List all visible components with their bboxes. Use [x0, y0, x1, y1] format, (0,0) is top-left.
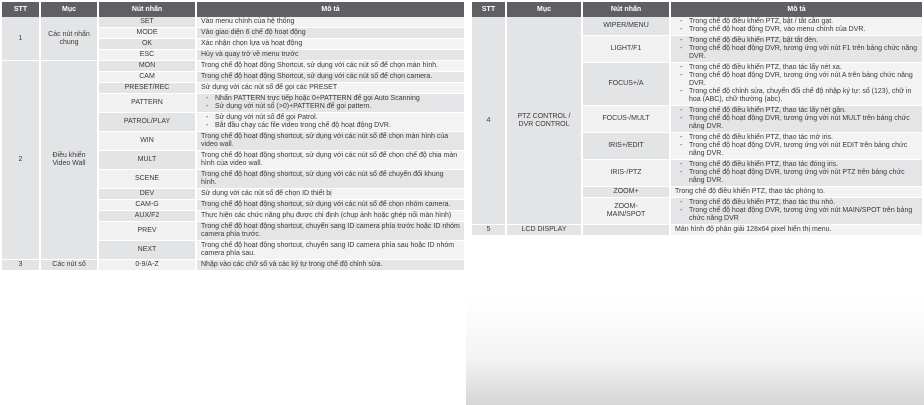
cell-stt: 4 — [472, 17, 506, 225]
cell-button-name: AUX/F2 — [98, 211, 196, 222]
description-item: - Trong chế độ hoạt động DVR, tương ứng với nút A trên bảng chức năng DVR. — [689, 72, 918, 88]
cell-button-name: NEXT — [98, 241, 196, 260]
cell-button-name: SCENE — [98, 170, 196, 189]
description-item: - Trong chế độ điều khiển PTZ, thao tác đóng iris. — [689, 161, 918, 169]
cell-description: Trong chế độ điều khiển PTZ, thao tác phóng to. — [670, 187, 922, 198]
cell-description: Trong chế độ hoạt động shortcut, chuyển sang ID camera phía sau hoặc ID nhóm camera phía sau. — [196, 241, 464, 260]
description-item: - Sử dụng với nút số (>0)+PATTERN để gọi pattern. — [215, 103, 460, 111]
cell-category: Các nút số — [40, 260, 98, 271]
cell-button-name: CAM-G — [98, 200, 196, 211]
cell-description: Sử dụng với các nút số để gọi các PRESET — [196, 83, 464, 94]
cell-button-name: PREV — [98, 222, 196, 241]
table-row — [472, 17, 922, 36]
description-item: - Trong chế độ hoạt động DVR, tương ứng với nút MAIN/SPOT trên bảng chức năng DVR — [689, 207, 918, 223]
cell-category: Các nút nhấn chung — [40, 17, 98, 61]
cell-description: Màn hình độ phân giải 128x64 pixel hiển thị menu. — [670, 225, 922, 236]
description-item: - Trong chế độ điều khiển PTZ, bật / tắt cần gạt. — [689, 18, 918, 26]
header-row — [472, 2, 922, 17]
cell-button-name: PATTERN — [98, 94, 196, 113]
cell-description: Trong chế độ hoạt động shortcut, sử dụng với các nút số để chọn màn hình của video wall. — [196, 132, 464, 151]
cell-stt: 2 — [2, 61, 40, 260]
cell-description: Trong chế độ hoạt động shortcut, sử dụng với các nút số để chọn chế độ chia màn hình của video wall. — [196, 151, 464, 170]
cell-description — [670, 63, 922, 106]
table-row — [472, 225, 922, 236]
header-nut-nhan: Nút nhấn — [98, 2, 196, 17]
cell-description — [670, 106, 922, 133]
description-item: - Trong chế độ hoạt động DVR, vào menu chính của DVR. — [689, 26, 918, 34]
page-shadow — [466, 298, 924, 405]
cell-description: Hủy và quay trở về menu trước — [196, 50, 464, 61]
description-list — [675, 18, 918, 34]
table-row — [2, 17, 464, 28]
cell-description: Trong chế độ hoạt động Shortcut, sử dụng với các nút số để chọn camera. — [196, 72, 464, 83]
cell-button-name: WIN — [98, 132, 196, 151]
description-item: - Nhấn PATTERN trực tiếp hoặc 0+PATTERN để gọi Auto Scanning — [215, 95, 460, 103]
cell-button-name: ESC — [98, 50, 196, 61]
description-item: - Trong chế độ điều khiển PTZ, thao tác mở iris. — [689, 134, 918, 142]
cell-button-name: IRIS+/EDIT — [582, 133, 670, 160]
cell-description — [196, 113, 464, 132]
cell-button-name: DEV — [98, 189, 196, 200]
cell-category: Điều khiển Video Wall — [40, 61, 98, 260]
cell-button-name: MON — [98, 61, 196, 72]
cell-button-name: LIGHT/F1 — [582, 36, 670, 63]
cell-button-name: SET — [98, 17, 196, 28]
cell-button-name: PATROL/PLAY — [98, 113, 196, 132]
cell-description — [196, 94, 464, 113]
cell-button-name: IRIS-/PTZ — [582, 160, 670, 187]
cell-category: LCD DISPLAY — [506, 225, 582, 236]
header-stt: STT — [472, 2, 506, 17]
header-mo-ta: Mô tả — [670, 2, 922, 17]
cell-description — [670, 198, 922, 225]
header-stt: STT — [2, 2, 40, 17]
cell-button-name: OK — [98, 39, 196, 50]
cell-button-name: FOCUS-/MULT — [582, 106, 670, 133]
cell-description: Vào menu chính của hệ thống — [196, 17, 464, 28]
left-table-body — [2, 17, 464, 271]
cell-button-name: MULT — [98, 151, 196, 170]
table-row — [2, 260, 464, 271]
description-item: - Trong chế độ điều khiển PTZ, bật tắt đèn. — [689, 37, 918, 45]
description-list — [675, 107, 918, 131]
cell-description — [670, 133, 922, 160]
cell-stt: 1 — [2, 17, 40, 61]
description-item: - Trong chế độ hoạt động DVR, tương ứng với nút F1 trên bảng chức năng DVR. — [689, 45, 918, 61]
header-row — [2, 2, 464, 17]
description-item: - Trong chế độ điều khiển PTZ, thao tác lấy nét xa. — [689, 64, 918, 72]
cell-button-name: MODE — [98, 28, 196, 39]
header-muc: Mục — [40, 2, 98, 17]
cell-description — [670, 160, 922, 187]
table-row — [2, 61, 464, 72]
cell-button-name: ZOOM- MAIN/SPOT — [582, 198, 670, 225]
description-item: - Bắt đầu chạy các file video trong chế độ hoạt động DVR. — [215, 122, 460, 130]
description-list — [201, 114, 460, 130]
cell-stt: 3 — [2, 260, 40, 271]
description-list — [675, 161, 918, 185]
cell-description — [670, 36, 922, 63]
description-item: - Trong chế độ điều khiển PTZ, thao tác thu nhỏ. — [689, 199, 918, 207]
header-nut-nhan: Nút nhấn — [582, 2, 670, 17]
description-list — [675, 134, 918, 158]
description-list — [675, 64, 918, 104]
cell-description: Nhập vào các chữ số và các ký tự trong chế độ chỉnh sửa. — [196, 260, 464, 271]
cell-description: Vào giao diện 6 chế độ hoạt động — [196, 28, 464, 39]
cell-button-name: ZOOM+ — [582, 187, 670, 198]
cell-stt: 5 — [472, 225, 506, 236]
cell-description — [670, 17, 922, 36]
left-control-table — [2, 2, 464, 271]
cell-description: Sử dụng với các nút số để chọn ID thiết bị — [196, 189, 464, 200]
cell-description: Trong chế độ hoạt động Shortcut, sử dụng với các nút số để chọn màn hình. — [196, 61, 464, 72]
description-list — [201, 95, 460, 111]
right-control-table — [472, 2, 922, 236]
description-list — [675, 37, 918, 61]
cell-button-name: PRESET/REC — [98, 83, 196, 94]
description-list — [675, 199, 918, 223]
header-muc: Mục — [506, 2, 582, 17]
description-item: - Trong chế độ hoạt động DVR, tương ứng với nút MULT trên bảng chức năng DVR. — [689, 115, 918, 131]
cell-description: Trong chế độ hoạt động shortcut, sử dụng với các nút số để chuyển đổi khung hình. — [196, 170, 464, 189]
description-item: - Sử dụng với nút số để gọi Patrol. — [215, 114, 460, 122]
cell-button-name: FOCUS+/A — [582, 63, 670, 106]
cell-category: PTZ CONTROL / DVR CONTROL — [506, 17, 582, 225]
description-item: - Trong chế độ điều khiển PTZ, thao tác lấy nét gần. — [689, 107, 918, 115]
cell-description: Thực hiện các chức năng phụ được chỉ định (chụp ảnh hoặc ghép nối màn hình) — [196, 211, 464, 222]
cell-description: Xác nhận chọn lựa và hoạt động — [196, 39, 464, 50]
right-table-body — [472, 17, 922, 236]
cell-button-name — [582, 225, 670, 236]
description-item: - Trong chế độ chỉnh sửa, chuyển đổi chế độ nhập ký tự: số (123), chữ in hoa (ABC), chữ thường (abc). — [689, 88, 918, 104]
cell-button-name: WIPER/MENU — [582, 17, 670, 36]
header-mo-ta: Mô tả — [196, 2, 464, 17]
cell-button-name: CAM — [98, 72, 196, 83]
description-item: - Trong chế độ hoạt động DVR, tương ứng với nút EDIT trên bảng chức năng DVR. — [689, 142, 918, 158]
cell-button-name: 0-9/A-Z — [98, 260, 196, 271]
description-item: - Trong chế độ hoạt động DVR, tương ứng với nút PTZ trên bảng chức năng DVR. — [689, 169, 918, 185]
cell-description: Trong chế độ hoạt động shortcut, chuyển sang ID camera phía trước hoặc ID nhóm camera phía trước. — [196, 222, 464, 241]
cell-description: Trong chế độ hoạt động shortcut, sử dụng với các nút số để chọn nhóm camera. — [196, 200, 464, 211]
